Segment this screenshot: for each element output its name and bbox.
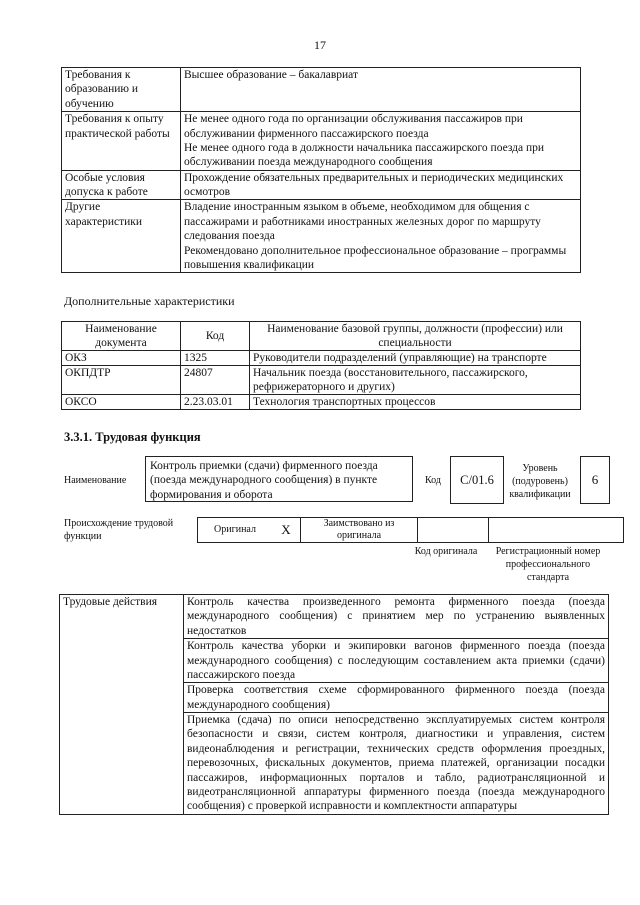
function-code-box: С/01.6	[450, 456, 504, 504]
requirements-row	[62, 170, 581, 200]
additional-table	[61, 321, 581, 410]
table-row	[62, 395, 581, 410]
origin-row	[198, 518, 624, 543]
doc-cell: ОКЗ	[62, 351, 181, 366]
origin-label: Происхождение трудовой функции	[64, 518, 174, 542]
header-code: Код	[181, 322, 250, 351]
doc-cell: ОКСО	[62, 395, 181, 410]
table-row	[62, 351, 581, 366]
page-number: 17	[314, 38, 326, 52]
requirements-line: Владение иностранным языком в объеме, необходимом для общения с пассажирами и работниками иностранных железных дорог по маршруту следования поезда	[184, 201, 541, 243]
requirements-value	[181, 170, 581, 200]
requirements-table	[61, 67, 581, 273]
level-box: 6	[580, 456, 610, 504]
header-group-name: Наименование базовой группы, должности (профессии) или специальности	[250, 322, 581, 351]
action-item: Контроль качества уборки и экипировки вагонов фирменного поезда (поезда международного сообщения) с последующим составлением акта приемки (сдачи) пассажирского поезда	[184, 639, 609, 683]
requirements-row	[62, 200, 581, 273]
function-name-box: Контроль приемки (сдачи) фирменного поезда (поезда международного сообщения) в пункте формирования и оборота	[145, 456, 413, 502]
requirements-row	[62, 68, 581, 112]
action-item: Проверка соответствия схеме сформированного фирменного поезда (поезда международного сообщения)	[184, 683, 609, 713]
name-cell: Технология транспортных процессов	[250, 395, 581, 410]
actions-label: Трудовые действия	[60, 595, 184, 815]
header-doc-name: Наименование документа	[62, 322, 181, 351]
code-original-cell	[418, 518, 489, 543]
section-title: 3.3.1. Трудовая функция	[64, 430, 201, 444]
code-label: Код	[425, 475, 441, 486]
level-label: Уровень (подуровень) квалификации	[509, 463, 571, 500]
table-row	[62, 366, 581, 395]
origin-table	[197, 517, 624, 543]
requirements-value	[181, 112, 581, 171]
reg-number-caption: Регистрационный номер профессионального стандарта	[495, 546, 601, 583]
original-label: Оригинал	[198, 518, 273, 543]
code-original-caption: Код оригинала	[414, 546, 478, 557]
requirements-line: Рекомендовано дополнительное профессиональное образование – программы повышения квалификации	[184, 244, 567, 271]
action-item: Приемка (сдача) по описи непосредственно эксплуатируемых систем контроля безопасности и связи, систем контроля, диагностики и управления, систем видеонаблюдения и регистрации, технических средств оформления проездных, перевозочных, фискальных документов, приема платежей, организации посадки пассажиров, информационных порталов и табло, радиотрансляционной и видеотрансляционной аппаратуры фирменного поезда (поезда международного сообщения) с проверкой исправности и комплектности аппаратуры	[184, 713, 609, 815]
requirements-label: Требования к опыту практической работы	[62, 112, 181, 171]
requirements-label: Особые условия допуска к работе	[62, 170, 181, 200]
requirements-label: Требования к образованию и обучению	[62, 68, 181, 112]
requirements-value	[181, 200, 581, 273]
code-cell: 1325	[181, 351, 250, 366]
requirements-line: Не менее одного года по организации обслуживания пассажиров при обслуживании фирменного пассажирского поезда	[184, 113, 523, 140]
requirements-line: Высшее образование – бакалавриат	[184, 69, 358, 81]
borrowed-label: Заимствовано из оригинала	[301, 518, 418, 543]
table-row	[60, 595, 609, 639]
name-cell: Руководители подразделений (управляющие) на транспорте	[250, 351, 581, 366]
requirements-label: Другие характеристики	[62, 200, 181, 273]
code-cell: 24807	[181, 366, 250, 395]
name-label: Наименование	[64, 475, 127, 486]
requirements-line: Не менее одного года в должности начальника пассажирского поезда при обслуживании поезда международного сообщения	[184, 141, 545, 169]
table-header-row	[62, 322, 581, 351]
doc-cell: ОКПДТР	[62, 366, 181, 395]
actions-table	[59, 594, 609, 815]
requirements-value	[181, 68, 581, 112]
requirements-row	[62, 112, 581, 171]
additional-title: Дополнительные характеристики	[64, 294, 235, 308]
original-mark: X	[272, 518, 301, 543]
action-item: Контроль качества произведенного ремонта фирменного поезда (поезда международного сообщения) с принятием мер по устранению выявленных недостатков	[184, 595, 609, 639]
reg-number-cell	[489, 518, 624, 543]
requirements-line: Прохождение обязательных предварительных и периодических медицинских осмотров	[184, 171, 564, 198]
name-cell: Начальник поезда (восстановительного, пассажирского, рефрижераторного и других)	[250, 366, 581, 395]
code-cell: 2.23.03.01	[181, 395, 250, 410]
